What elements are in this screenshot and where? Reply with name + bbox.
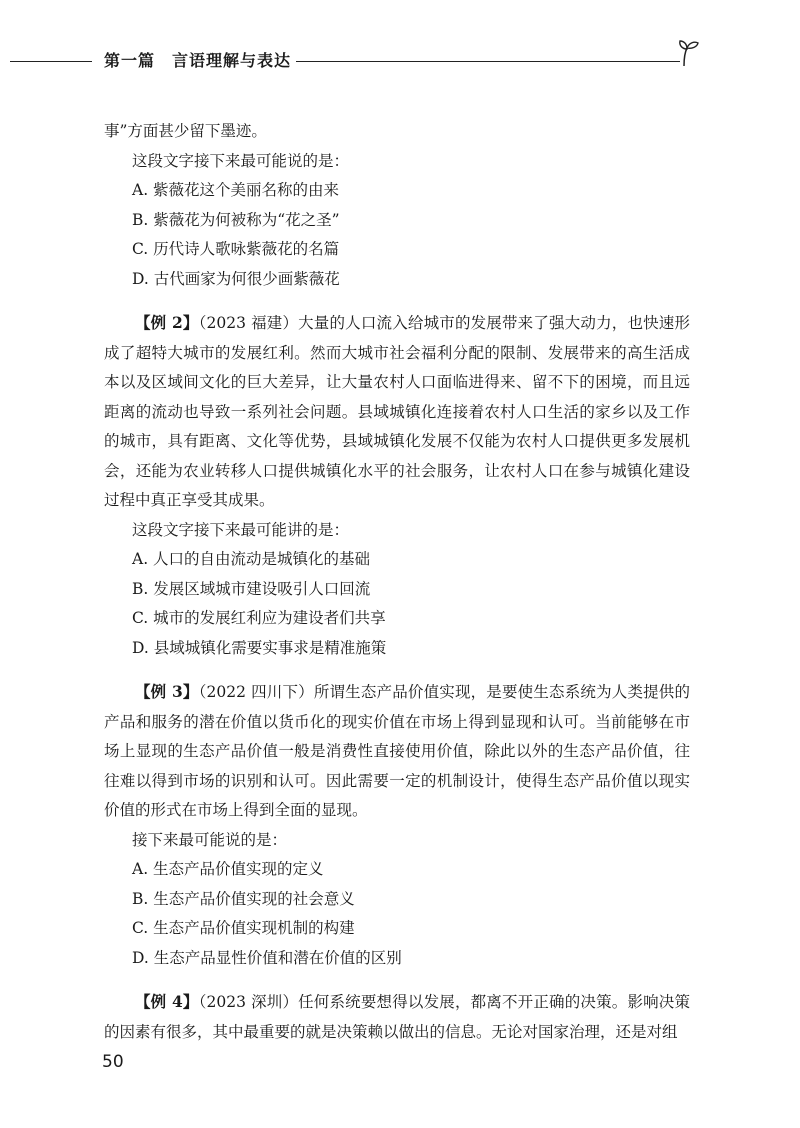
header-rule-left bbox=[10, 61, 92, 62]
option-a: A. 紫薇花这个美丽名称的由来 bbox=[132, 181, 340, 199]
option-b: B. 发展区域城市建设吸引人口回流 bbox=[132, 579, 371, 598]
example-3-paragraph bbox=[104, 677, 690, 826]
page-number: 50 bbox=[102, 1052, 124, 1072]
option-a: A. 生态产品价值实现的定义 bbox=[132, 860, 324, 878]
example-3-tag: 【例 3】 bbox=[135, 682, 199, 701]
example-3-source: （2022 四川下） bbox=[198, 683, 314, 701]
option-d: D. 生态产品显性价值和潜在价值的区别 bbox=[132, 948, 402, 967]
continuation-text: 事”方面甚少留下墨迹。 bbox=[104, 122, 267, 140]
example-2-source: （2023 福建） bbox=[198, 314, 299, 332]
page-body bbox=[104, 117, 690, 1047]
option-b: B. 生态产品价值实现的社会意义 bbox=[132, 889, 355, 908]
option-c: C. 城市的发展红利应为建设者们共享 bbox=[132, 609, 386, 627]
option-a: A. 人口的自由流动是城镇化的基础 bbox=[132, 550, 371, 568]
example-4-tag: 【例 4】 bbox=[135, 992, 199, 1011]
option-c: C. 生态产品价值实现机制的构建 bbox=[132, 919, 355, 937]
example-2-paragraph bbox=[104, 308, 690, 516]
option-b: B. 紫薇花为何被称为“花之圣” bbox=[132, 210, 340, 229]
example-3-text: 所谓生态产品价值实现，是要使生态系统为人类提供的产品和服务的潜在价值以货币化的现实价值在市场上得到显现和认可。当前能够在市场上显现的生态产品价值一般是消费性直接使用价值，除此以外的生态产品价值，往往难以得到市场的识别和认可。因此需要一定的机制设计，使得生态产品价值以现实价值的形式在市场上得到全面的显现。 bbox=[104, 683, 690, 819]
example-4-source: （2023 深圳） bbox=[198, 993, 299, 1011]
question-prompt: 接下来最可能说的是： bbox=[132, 830, 288, 849]
running-header bbox=[0, 36, 800, 76]
option-c: C. 历代诗人歌咏紫薇花的名篇 bbox=[132, 240, 340, 258]
example-2-text: 大量的人口流入给城市的发展带来了强大动力，也快速形成了超特大城市的发展红利。然而大城市社会福利分配的限制、发展带来的高生活成本以及区域间文化的巨大差异，让大量农村人口面临进得来、留不下的困境，而且远距离的流动也导致一系列社会问题。县域城镇化连接着农村人口生活的家乡以及工作的城市，具有距离、文化等优势，县域城镇化发展不仅能为农村人口提供更多发展机会，还能为农业转移人口提供城镇化水平的社会服务，让农村人口在参与城镇化建设过程中真正享受其成果。 bbox=[104, 314, 690, 509]
option-d: D. 县域城镇化需要实事求是精准施策 bbox=[132, 638, 387, 657]
sprout-icon bbox=[670, 36, 704, 70]
example-4-paragraph bbox=[104, 987, 690, 1047]
question-prompt: 这段文字接下来最可能说的是： bbox=[132, 151, 350, 170]
option-d: D. 古代画家为何很少画紫薇花 bbox=[132, 269, 340, 288]
example-4-text: 任何系统要想得以发展，都离不开正确的决策。影响决策的因素有很多，其中最重要的就是决策赖以做出的信息。无论对国家治理，还是对组 bbox=[104, 993, 690, 1041]
header-rule-right bbox=[296, 61, 680, 62]
example-2-tag: 【例 2】 bbox=[135, 313, 199, 332]
chapter-title: 第一篇 言语理解与表达 bbox=[104, 51, 292, 70]
question-prompt: 这段文字接下来最可能讲的是： bbox=[132, 520, 350, 539]
